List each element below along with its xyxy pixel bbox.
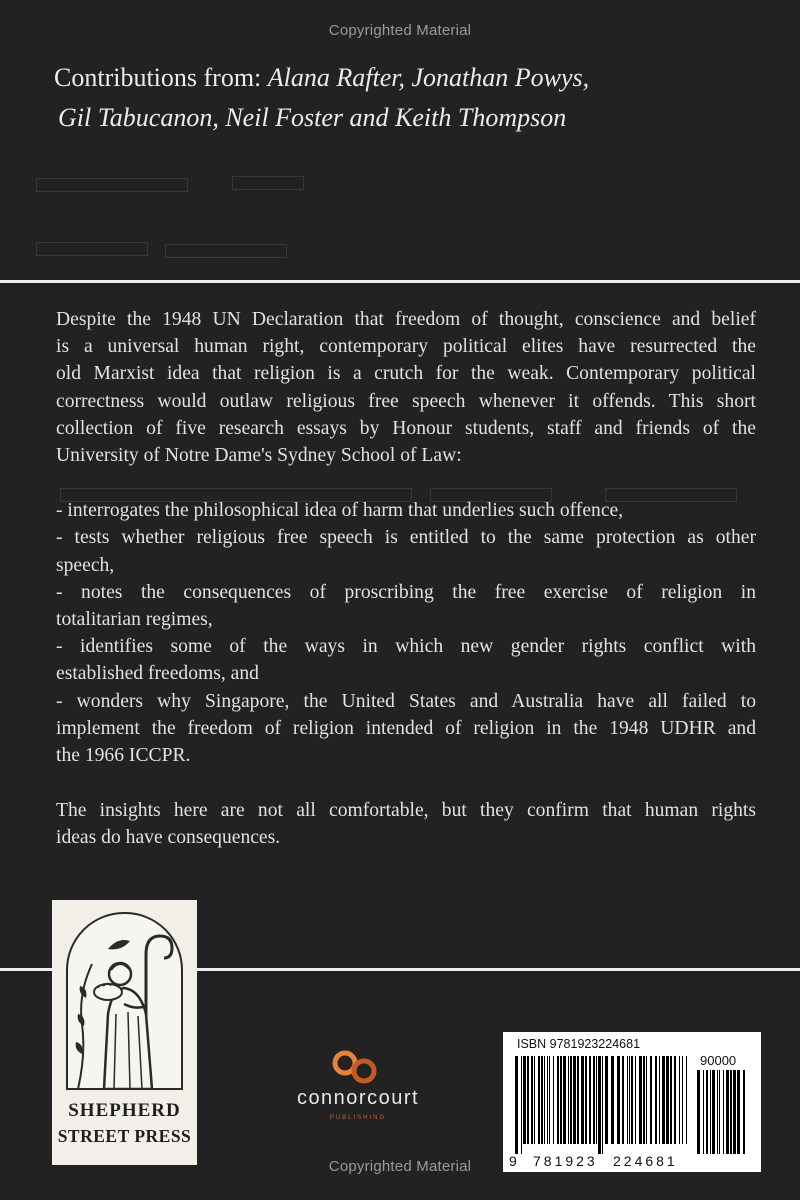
addon-bar: [710, 1070, 711, 1154]
barcode-bar: [553, 1056, 554, 1144]
bullet-line: - tests whether religious free speech is entitled to the same protection as other: [56, 527, 756, 549]
barcode-bar: [596, 1056, 597, 1144]
addon-bar: [733, 1070, 736, 1154]
shepherd-street-press-logo: [52, 900, 197, 1165]
blurb-line: collection of five research essays by Honour students, staff and friends of the: [56, 417, 756, 439]
closing-line: The insights here are not all comfortable, but they confirm that human rights: [56, 800, 756, 822]
barcode-bar: [563, 1056, 566, 1144]
barcode-bar: [670, 1056, 672, 1144]
contributors-prefix: Contributions from:: [54, 63, 268, 92]
bullet-line: established freedoms, and: [56, 663, 259, 685]
barcode-digit-group: 224681: [613, 1153, 678, 1169]
barcode-bar: [570, 1056, 572, 1144]
bullet-line: speech,: [56, 554, 115, 576]
shepherd-figure-icon: [68, 914, 181, 1090]
publisher-name-line-2: STREET PRESS: [57, 1126, 192, 1146]
contributors-line-2: [54, 98, 774, 138]
contributors-block: [54, 58, 774, 138]
bullet-line: - interrogates the philosophical idea of harm that underlies such offence,: [56, 500, 624, 522]
blurb-line: Despite the 1948 UN Declaration that freedom of thought, conscience and belief: [56, 309, 756, 330]
description-blurb: [56, 306, 756, 852]
barcode-bar: [534, 1056, 535, 1144]
contributors-names-2: Gil Tabucanon, Neil Foster and Keith Thompson: [58, 103, 567, 132]
barcode-bar: [662, 1056, 665, 1144]
barcode-bar: [602, 1056, 603, 1154]
barcode-bar: [655, 1056, 657, 1144]
addon-bar: [719, 1070, 720, 1154]
addon-bar: [723, 1070, 724, 1154]
barcode-digit-group: 9: [509, 1153, 517, 1169]
barcode-bar: [557, 1056, 559, 1144]
barcode-bar: [635, 1056, 636, 1144]
isbn-label: ISBN 9781923224681: [517, 1037, 641, 1051]
barcode-bar: [577, 1056, 579, 1144]
ean13-bars: [515, 1056, 691, 1154]
connorcourt-wordmark: connorcourt: [296, 1087, 420, 1109]
connorcourt-subtitle: PUBLISHING: [329, 1115, 387, 1121]
connorcourt-rings-icon: [278, 1045, 438, 1085]
barcode-bar: [560, 1056, 562, 1144]
barcode-bar: [611, 1056, 614, 1144]
barcode-bar: [639, 1056, 642, 1144]
bleed-through-shape: [165, 244, 287, 258]
price-code-label: 90000: [700, 1053, 737, 1068]
barcode-bar: [666, 1056, 669, 1144]
barcode-bar: [650, 1056, 652, 1144]
watermark-bottom: Copyrighted Material: [328, 1158, 472, 1175]
barcode-bar: [523, 1056, 526, 1144]
closing-line: ideas do have consequences.: [56, 827, 281, 849]
barcode-bar: [593, 1056, 595, 1144]
barcode-bar: [659, 1056, 660, 1144]
barcode-bar: [629, 1056, 630, 1144]
barcode-bar: [589, 1056, 591, 1144]
bullet-line: - identifies some of the ways in which new gender rights conflict with: [56, 636, 756, 658]
barcode-bar: [605, 1056, 608, 1144]
price-addon-bars: [697, 1070, 749, 1154]
bullet-line: implement the freedom of religion intended of religion in the 1948 UDHR and: [56, 717, 756, 739]
connorcourt-logo: [278, 1045, 438, 1125]
isbn-barcode: [503, 1032, 761, 1172]
barcode-bar: [643, 1056, 645, 1144]
bleed-through-shape: [36, 242, 148, 256]
barcode-bar: [646, 1056, 647, 1144]
bullet-line: - wonders why Singapore, the United States and Australia have all failed to: [56, 690, 756, 712]
barcode-bar: [686, 1056, 687, 1144]
addon-bar: [706, 1070, 708, 1154]
barcode-bar: [521, 1056, 522, 1154]
contributors-names-1: Alana Rafter, Jonathan Powys,: [267, 63, 590, 92]
addon-bar: [712, 1070, 715, 1154]
addon-bar: [717, 1070, 718, 1154]
bleed-through-shape: [232, 176, 304, 190]
barcode-bar: [617, 1056, 620, 1144]
barcode-bar: [627, 1056, 628, 1144]
blurb-line: University of Notre Dame's Sydney School of Law:: [56, 445, 462, 467]
addon-bar: [726, 1070, 729, 1154]
bullet-line: totalitarian regimes,: [56, 609, 213, 631]
barcode-bar: [682, 1056, 683, 1144]
barcode-bar: [547, 1056, 548, 1144]
barcode-bar: [549, 1056, 550, 1144]
barcode-bar: [541, 1056, 543, 1144]
barcode-bar: [568, 1056, 569, 1144]
barcode-bar: [674, 1056, 676, 1144]
publisher-name-line-1: SHEPHERD: [68, 1100, 181, 1121]
bullet-line: - notes the consequences of proscribing the free exercise of religion in: [56, 581, 756, 603]
addon-bar: [743, 1070, 745, 1154]
blurb-line: correctness would outlaw religious free speech whenever it offends. This short: [56, 390, 756, 412]
bullet-line: the 1966 ICCPR.: [56, 745, 191, 767]
bleed-through-shape: [36, 178, 188, 192]
addon-bar: [730, 1070, 732, 1154]
barcode-digit-group: 781923: [533, 1153, 598, 1169]
barcode-bar: [622, 1056, 624, 1144]
addon-bar: [737, 1070, 740, 1154]
blurb-line: old Marxist idea that religion is a crutch for the weak. Contemporary political: [56, 363, 756, 385]
barcode-bar: [573, 1056, 576, 1144]
blurb-line: is a universal human right, contemporary political elites have resurrected the: [56, 336, 756, 358]
barcode-bar: [527, 1056, 529, 1144]
watermark-top: Copyrighted Material: [328, 22, 472, 39]
contributors-line-1: [54, 58, 774, 98]
barcode-bar: [538, 1056, 540, 1144]
barcode-bar: [631, 1056, 633, 1144]
addon-bar: [697, 1070, 700, 1154]
shepherd-illustration: [66, 912, 183, 1090]
barcode-bar: [581, 1056, 584, 1144]
addon-bar: [703, 1070, 704, 1154]
barcode-bar: [515, 1056, 518, 1154]
barcode-bar: [679, 1056, 680, 1144]
barcode-bar: [544, 1056, 545, 1144]
barcode-bar: [531, 1056, 533, 1144]
barcode-bar: [585, 1056, 587, 1144]
top-divider-line: [0, 280, 800, 283]
barcode-bar: [598, 1056, 601, 1154]
